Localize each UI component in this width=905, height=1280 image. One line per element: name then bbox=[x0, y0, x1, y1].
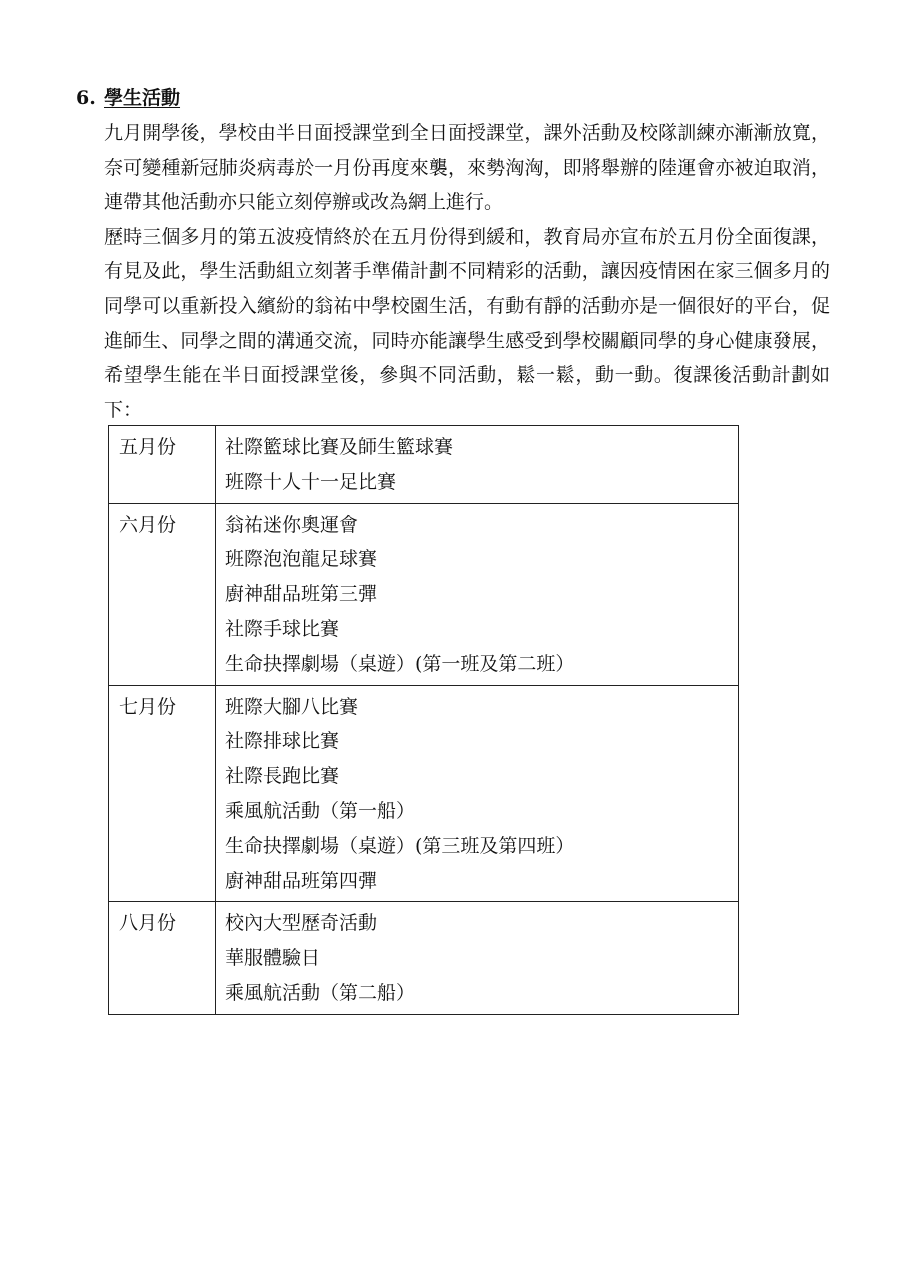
activities-cell bbox=[216, 426, 739, 504]
section-number: 6. bbox=[76, 87, 96, 109]
month-cell: 七月份 bbox=[109, 685, 216, 902]
activity-item: 社際長跑比賽 bbox=[225, 765, 340, 788]
activity-item: 校內大型歷奇活動 bbox=[225, 912, 378, 935]
activity-item: 社際籃球比賽及師生籃球賽 bbox=[225, 436, 454, 458]
activity-item: 廚神甜品班第三彈 bbox=[225, 583, 378, 606]
activity-item: 華服體驗日 bbox=[225, 947, 321, 970]
activity-item: 乘風航活動（第一船） bbox=[225, 799, 416, 822]
activities-cell bbox=[216, 503, 739, 685]
activity-schedule-table bbox=[108, 425, 739, 1015]
activities-cell bbox=[216, 902, 739, 1014]
section-body bbox=[104, 116, 830, 427]
paragraph: 歷時三個多月的第五波疫情終於在五月份得到緩和，教育局亦宣布於五月份全面復課，有見及此，學生活動組立刻著手準備計劃不同精彩的活動，讓因疫情困在家三個多月的同學可以重新投入繽紛的翁祐中學校園生活，有動有靜的活動亦是一個很好的平台，促進師生、同學之間的溝通交流，同時亦能讓學生感受到學校關顧同學的身心健康發展，希望學生能在半日面授課堂後，參與不同活動，鬆一鬆，動一動。復課後活動計劃如下： bbox=[104, 225, 830, 421]
month-cell: 八月份 bbox=[109, 902, 216, 1014]
month-cell: 五月份 bbox=[109, 426, 216, 504]
table-row bbox=[109, 426, 739, 504]
activity-item: 乘風航活動（第二船） bbox=[225, 981, 416, 1004]
activity-item: 班際泡泡龍足球賽 bbox=[225, 548, 378, 571]
activity-item: 生命抉擇劇場（桌遊）(第一班及第二班） bbox=[225, 652, 575, 675]
section-title: 學生活動 bbox=[104, 87, 181, 109]
table-row bbox=[109, 902, 739, 1014]
activity-item: 班際十人十一足比賽 bbox=[225, 470, 397, 493]
activity-item: 生命抉擇劇場（桌遊）(第三班及第四班） bbox=[225, 834, 575, 857]
activities-cell bbox=[216, 685, 739, 902]
table-row bbox=[109, 503, 739, 685]
activity-item: 翁祐迷你奧運會 bbox=[225, 513, 359, 536]
activity-item: 廚神甜品班第四彈 bbox=[225, 869, 378, 892]
activity-item: 班際大腳八比賽 bbox=[225, 695, 359, 718]
activity-item: 社際手球比賽 bbox=[225, 617, 340, 640]
table-row bbox=[109, 685, 739, 902]
month-cell: 六月份 bbox=[109, 503, 216, 685]
activity-item: 社際排球比賽 bbox=[225, 730, 340, 753]
paragraph: 九月開學後，學校由半日面授課堂到全日面授課堂，課外活動及校隊訓練亦漸漸放寬，奈可變種新冠肺炎病毒於一月份再度來襲，來勢洶洶，即將舉辦的陸運會亦被迫取消，連帶其他活動亦只能立刻停辦或改為網上進行。 bbox=[104, 122, 830, 214]
section-heading bbox=[76, 84, 180, 112]
